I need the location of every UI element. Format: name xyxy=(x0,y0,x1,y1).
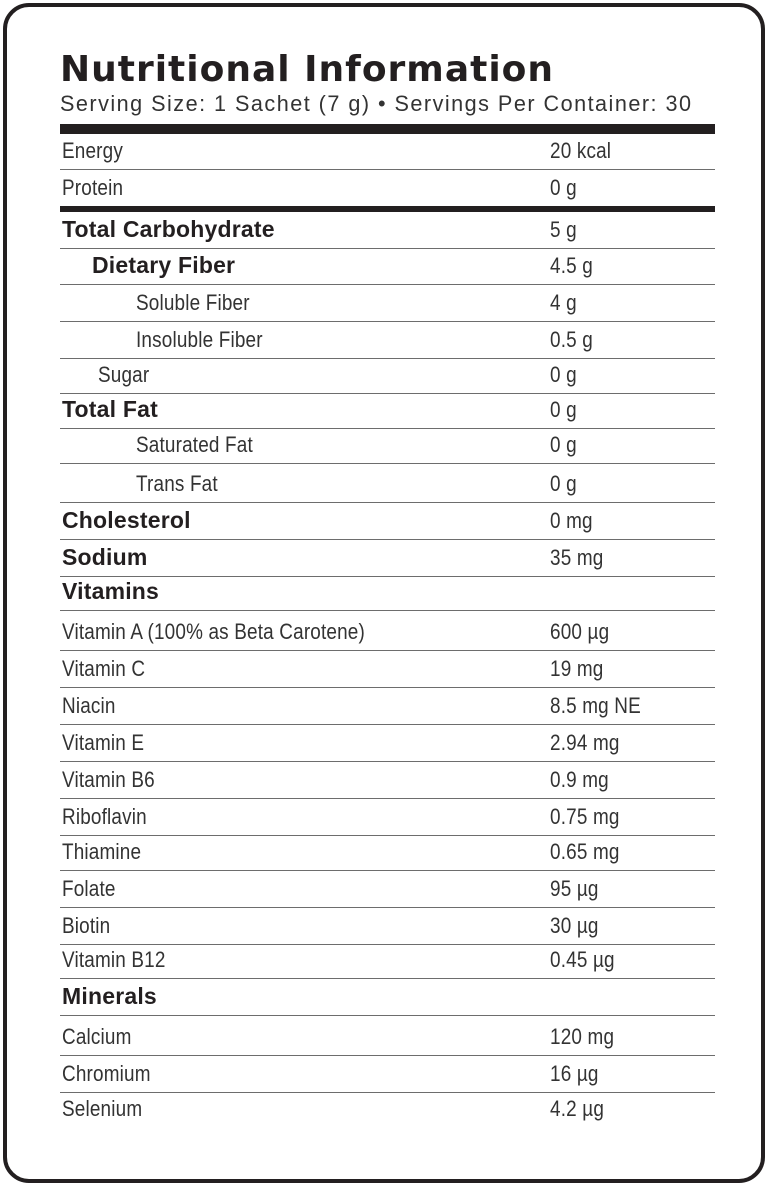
nutrient-value: 16 µg xyxy=(550,1061,599,1086)
nutrient-row xyxy=(60,611,715,651)
top-rule xyxy=(60,124,715,134)
nutrient-value: 0 mg xyxy=(550,508,593,533)
nutrient-row xyxy=(60,249,715,285)
nutrient-row xyxy=(60,1056,715,1093)
nutrient-label: Vitamin B12 xyxy=(62,947,166,972)
nutrient-row xyxy=(60,322,715,359)
nutrient-label: Niacin xyxy=(62,693,116,718)
nutrient-label: Vitamin C xyxy=(62,656,146,681)
nutrient-row xyxy=(60,540,715,577)
nutrient-value: 4.2 µg xyxy=(550,1096,605,1121)
nutrient-value: 95 µg xyxy=(550,876,599,901)
section-header-row xyxy=(60,979,715,1016)
nutrient-label: Vitamin E xyxy=(62,730,145,755)
nutrient-row xyxy=(60,212,715,249)
nutrient-value: 35 mg xyxy=(550,545,604,570)
nutrient-label: Insoluble Fiber xyxy=(136,327,263,352)
section-header: Minerals xyxy=(62,983,157,1009)
nutrient-row xyxy=(60,725,715,762)
nutrient-label: Sodium xyxy=(62,544,148,570)
nutrient-label: Vitamin B6 xyxy=(62,767,155,792)
nutrient-row xyxy=(60,945,715,979)
nutrient-row xyxy=(60,170,715,212)
nutrient-label: Saturated Fat xyxy=(136,432,253,457)
nutrient-row xyxy=(60,908,715,945)
nutrient-row xyxy=(60,503,715,540)
nutrient-value: 0 g xyxy=(550,362,577,387)
serving-info: Serving Size: 1 Sachet (7 g) • Servings Per Container: 30 xyxy=(60,91,693,116)
nutrient-row xyxy=(60,394,715,429)
nutrient-label: Dietary Fiber xyxy=(92,252,236,278)
nutrient-row xyxy=(60,1016,715,1056)
nutrient-value: 19 mg xyxy=(550,656,604,681)
nutrient-label: Cholesterol xyxy=(62,507,191,533)
nutrient-row xyxy=(60,799,715,836)
nutrient-label: Vitamin A (100% as Beta Carotene) xyxy=(62,619,365,644)
nutrient-label: Thiamine xyxy=(62,839,142,864)
nutrient-value: 0.45 µg xyxy=(550,947,615,972)
nutrient-value: 5 g xyxy=(550,217,577,242)
nutrient-row xyxy=(60,285,715,322)
nutrient-row xyxy=(60,464,715,503)
nutrient-row xyxy=(60,359,715,394)
section-header-row xyxy=(60,577,715,611)
nutrient-row xyxy=(60,762,715,799)
label-title: Nutritional Information xyxy=(60,49,555,90)
nutrient-label: Trans Fat xyxy=(136,471,218,496)
nutrient-value: 2.94 mg xyxy=(550,730,620,755)
nutrient-value: 0 g xyxy=(550,432,577,457)
nutrient-label: Riboflavin xyxy=(62,804,147,829)
nutrient-value: 4.5 g xyxy=(550,253,593,278)
nutrient-row xyxy=(60,871,715,908)
nutrient-label: Biotin xyxy=(62,913,111,938)
nutrient-row xyxy=(60,651,715,688)
nutrient-label: Selenium xyxy=(62,1096,143,1121)
nutrient-label: Total Carbohydrate xyxy=(62,216,275,242)
nutrient-label: Energy xyxy=(62,138,123,163)
nutrient-row xyxy=(60,688,715,725)
nutrient-label: Soluble Fiber xyxy=(136,290,250,315)
nutrient-value: 0.65 mg xyxy=(550,839,620,864)
nutrient-value: 0 g xyxy=(550,175,577,200)
nutrient-value: 0 g xyxy=(550,471,577,496)
nutrient-label: Folate xyxy=(62,876,116,901)
nutrient-value: 30 µg xyxy=(550,913,599,938)
nutrient-value: 20 kcal xyxy=(550,138,612,163)
nutrient-row xyxy=(60,836,715,871)
nutrient-label: Total Fat xyxy=(62,396,158,422)
nutrient-label: Protein xyxy=(62,175,124,200)
nutrient-value: 0.5 g xyxy=(550,327,593,352)
nutrient-value: 0.75 mg xyxy=(550,804,620,829)
nutrient-label: Sugar xyxy=(98,362,150,387)
nutrition-table xyxy=(60,134,715,1127)
section-header: Vitamins xyxy=(62,578,160,604)
nutrient-row xyxy=(60,429,715,464)
nutrient-value: 120 mg xyxy=(550,1024,615,1049)
nutrient-value: 0 g xyxy=(550,397,577,422)
nutrient-value: 8.5 mg NE xyxy=(550,693,641,718)
nutrient-value: 4 g xyxy=(550,290,577,315)
nutrient-row xyxy=(60,134,715,170)
nutrient-label: Chromium xyxy=(62,1061,151,1086)
nutrient-label: Calcium xyxy=(62,1024,132,1049)
nutrient-value: 600 µg xyxy=(550,619,610,644)
nutrient-row xyxy=(60,1093,715,1127)
nutrient-value: 0.9 mg xyxy=(550,767,609,792)
